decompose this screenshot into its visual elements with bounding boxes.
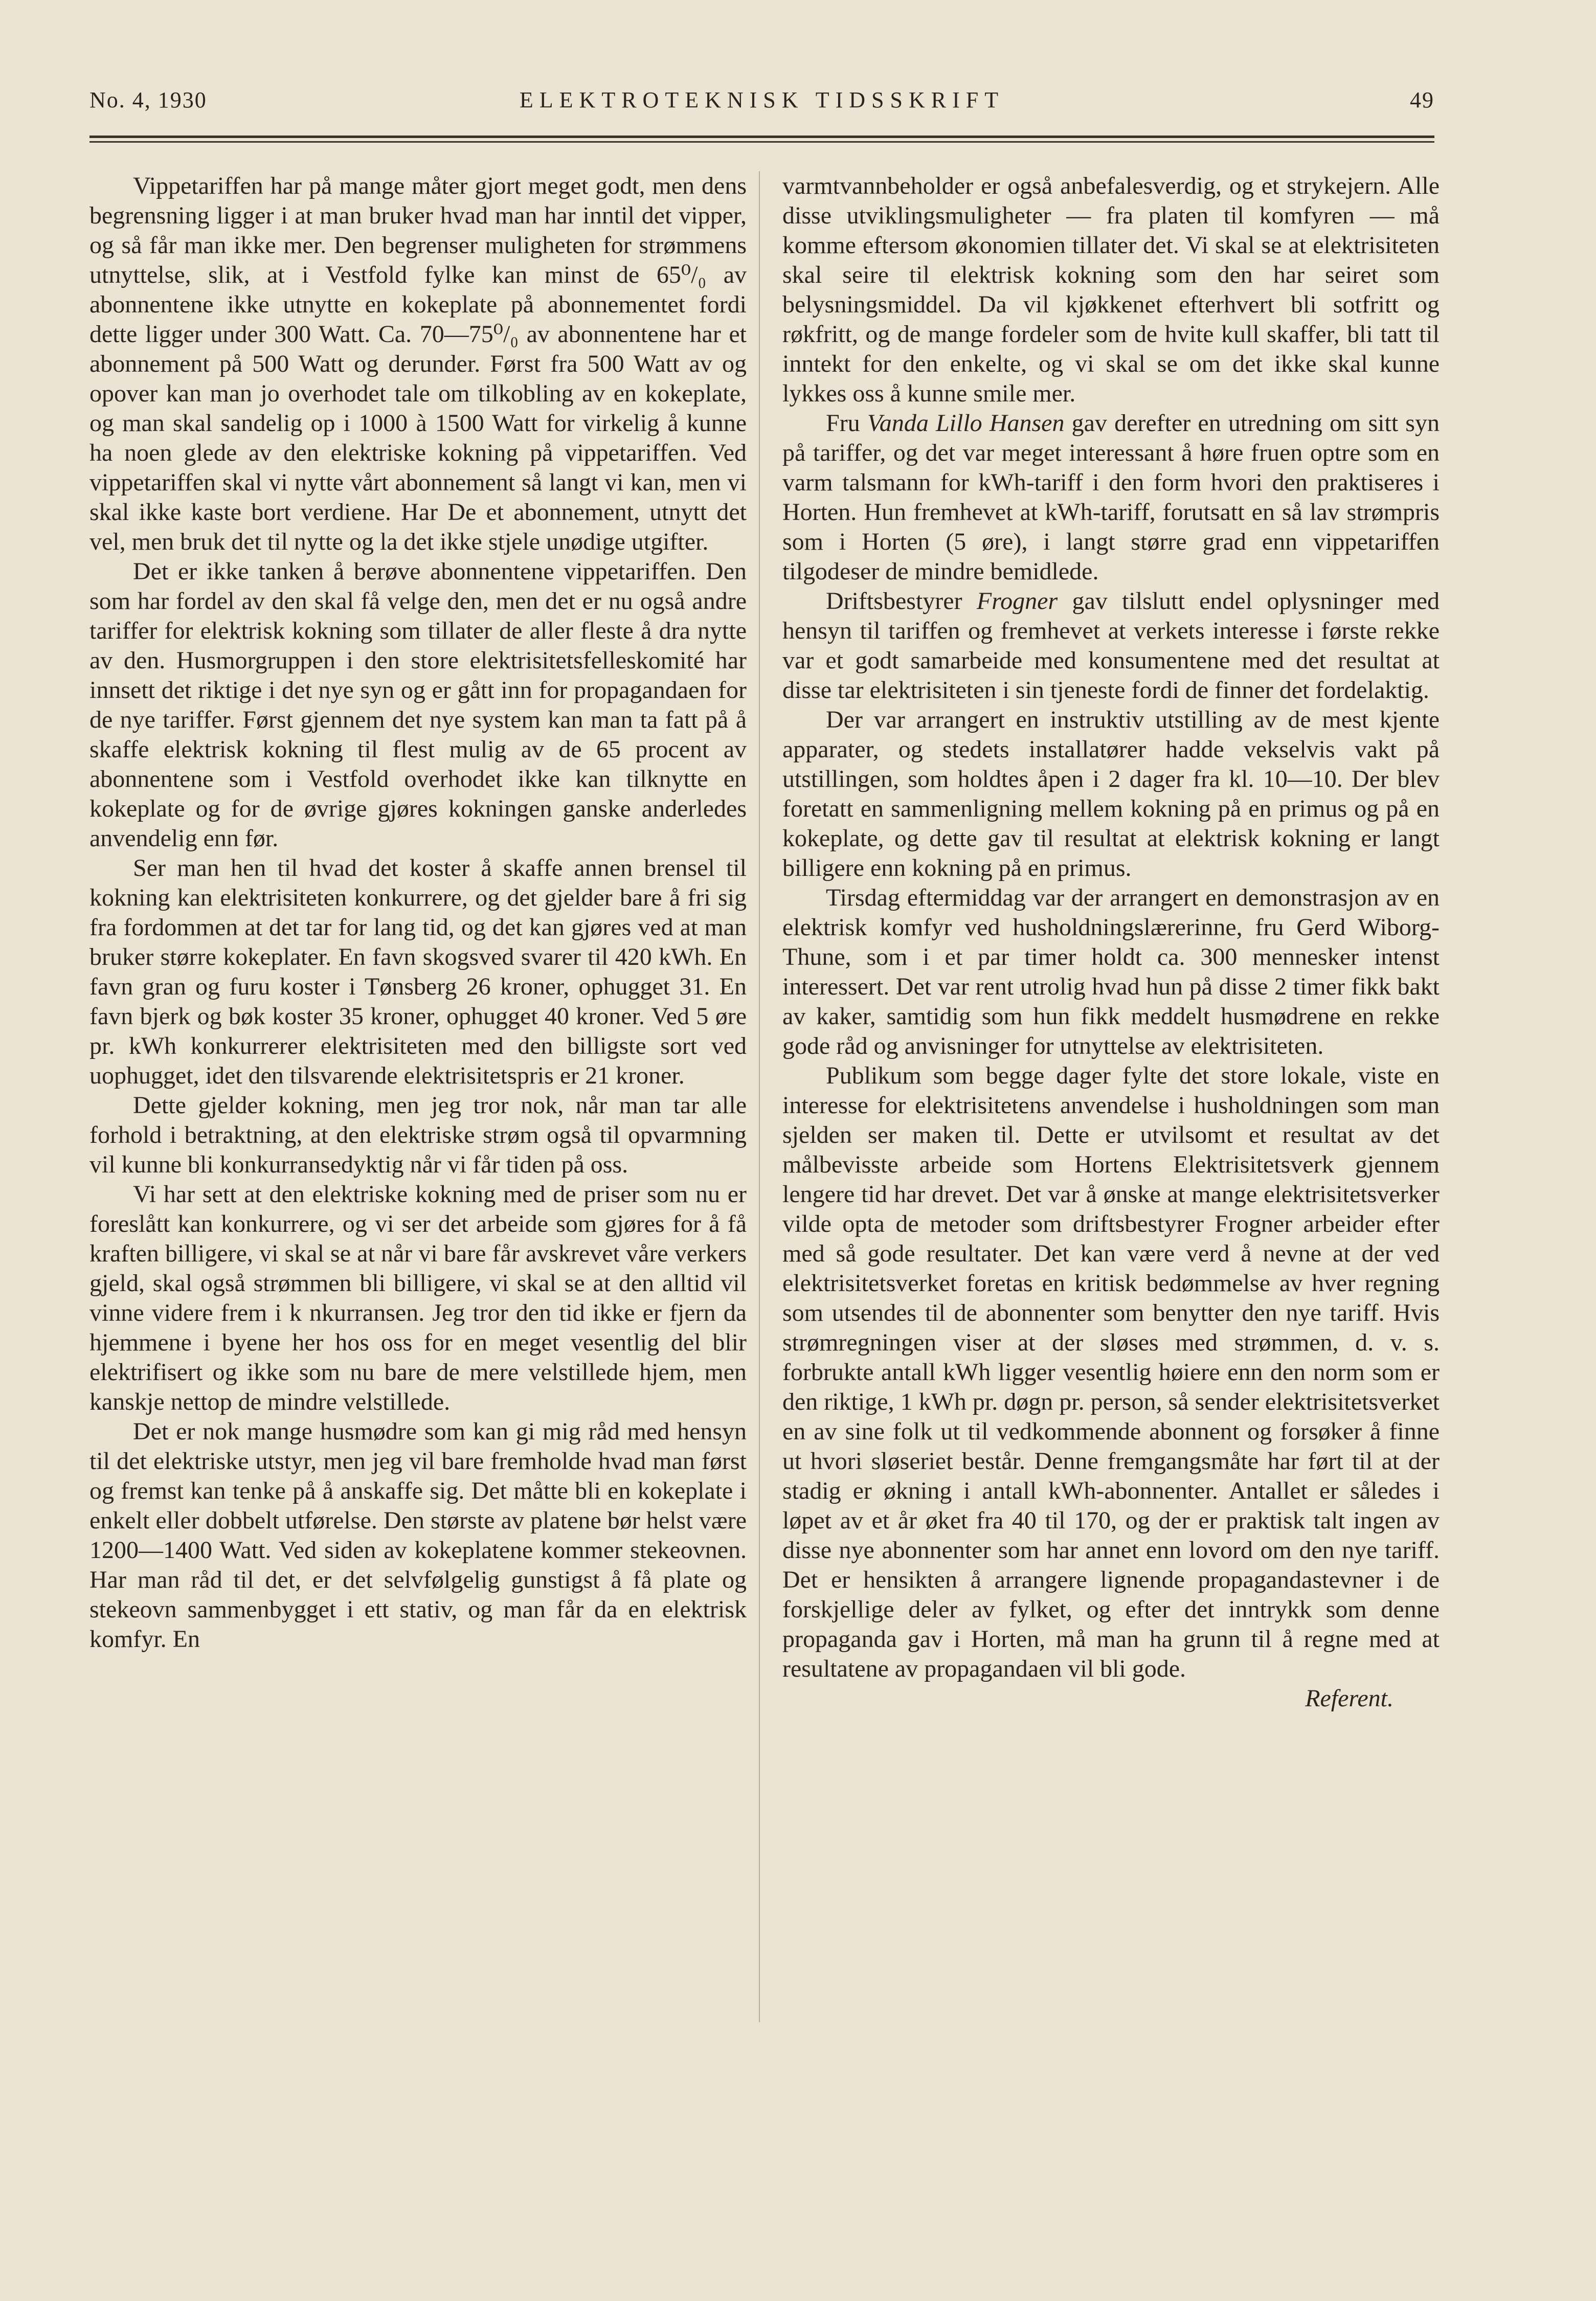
paragraph: Publikum som begge dager fylte det store lokale, viste en interesse for elektrisitetens anvendelse i husholdningen som man sjelden ser maken til. Dette er utvilsomt et resultat av det målbevisste arbeide som Hortens Elektrisitetsverk gjennem lengere tid har drevet. Det var å ønske at mange elektrisitetsverker vilde opta de metoder som driftsbestyrer Frogner arbeider efter med så gode resultater. Det kan være verd å nevne at der ved elektrisitetsverket foretas en kritisk bedømmelse av hver regning som utsendes til de abonnenter som benytter den nye tariff. Hvis strømregningen viser at der sløses med strømmen, d. v. s. forbrukte antall kWh ligger vesentlig høiere enn den norm som er den riktige, 1 kWh pr. døgn pr. person, så sender elektrisitetsverket en av sine folk ut til vedkommende abonnent og forsøker å finne ut hvori sløseriet består. Denne fremgangsmåte har ført til at der stadig er økning i antall kWh-abonnenter. Antallet er således i løpet av et år øket fra 40 til 170, og der er praktisk talt ingen av disse nye abonnenter som har annet enn lovord om den nye tariff. Det er hensikten å arrangere lignende propagandastevner i de forskjellige deler av fylket, og efter det inntrykk som denne propaganda gav i Horten, må man ha grunn til å regne med at resultatene av propagandaen vil bli gode. <box>782 1062 1440 1682</box>
paragraph <box>782 409 1440 586</box>
paragraph: Det er nok mange husmødre som kan gi mig råd med hensyn til det elektriske utstyr, men jeg vil bare fremholde hvad man først og fremst kan tenke på å anskaffe sig. Det måtte bli en kokeplate i enkelt eller dobbelt utførelse. Den største av platene bør helst være 1200—1400 Watt. Ved siden av kokeplatene kommer stekeovnen. Har man råd til det, er det selvfølgelig gunstigst å få plate og stekeovn sammenbygget i ett stativ, og man får da en elektrisk komfyr. En <box>89 1418 747 1653</box>
paragraph <box>782 586 1440 705</box>
right-column <box>782 171 1440 2073</box>
paragraph: Tirsdag eftermiddag var der arrangert en demonstrasjon av en elektrisk komfyr ved husholdningslærerinne, fru Gerd Wiborg-Thune, som i et par timer holdt ca. 300 mennesker intenst interessert. Det var rent utrolig hvad hun på disse 2 timer fikk bakt av kaker, samtidig som hun fikk meddelt husmødrene en rekke gode råd og anvisninger for utnyttelse av elektrisiteten. <box>782 884 1440 1059</box>
paragraph-text: Driftsbestyrer <box>826 588 977 615</box>
paragraph: Det er ikke tanken å berøve abonnentene vippetariffen. Den som har fordel av den skal få velge den, men det er nu også andre tariffer for elektrisk kokning som tillater de aller fleste å dra nytte av den. Husmorgruppen i den store elektrisitetsfelleskomité har innsett det riktige i det nye syn og er gått inn for propagandaen for de nye tariffer. Først gjennem det nye system kan man ta fatt på å skaffe elektrisk kokning til flest mulig av de 65 procent av abonnentene som i Vestfold overhodet ikke kan tilknytte en kokeplate og for de øvrige gjøres kokningen ganske anderledes anvendelig enn før. <box>89 558 747 852</box>
page-header <box>89 87 1434 123</box>
paragraph: Ser man hen til hvad det koster å skaffe annen brensel til kokning kan elektrisiteten konkurrere, og det gjelder bare å fri sig fra fordommen at det tar for lang tid, og det kan gjøres ved at man bruker større kokeplater. En favn skogsved svarer til 420 kWh. En favn gran og furu koster i Tønsberg 26 kroner, ophugget 31. En favn bjerk og bøk koster 35 kroner, ophugget 40 kroner. Ved 5 øre pr. kWh konkurrerer elektrisiteten med den billigste sort ved uophugget, idet den tilsvarende elektrisitetspris er 21 kroner. <box>89 854 747 1089</box>
paragraph: Dette gjelder kokning, men jeg tror nok, når man tar alle forhold i betraktning, at den elektriske strøm også til opvarmning vil kunne bli konkurransedyktig når vi får tiden på oss. <box>89 1092 747 1178</box>
paragraph: Vi har sett at den elektriske kokning med de priser som nu er foreslått kan konkurrere, og vi ser det arbeide som gjøres for å få kraften billigere, vi skal se at når vi bare får avskrevet våre verkers gjeld, skal også strømmen bli billigere, vi skal se at den alltid vil vinne videre frem i k nkurransen. Jeg tror den tid ikke er fjern da hjemmene i byene her hos oss for en meget vesentlig del blir elektrifisert og ikke som nu bare de mere velstillede hjem, men kanskje nettop de mindre velstillede. <box>89 1181 747 1415</box>
journal-title: ELEKTROTEKNISK TIDSSKRIFT <box>519 87 1005 112</box>
page-number: 49 <box>1410 87 1434 112</box>
left-column <box>89 171 747 2073</box>
header-rule-thin <box>89 141 1434 143</box>
person-name: Frogner <box>976 588 1058 615</box>
paragraph-text: gav derefter en utredning om sitt syn på tariffer, og det var meget interessant å høre fruen optre som en varm talsmann for kWh-tariff i den form hvori den praktiseres i Horten. Hun fremhevet at kWh-tariff, forutsatt en så lav strømpris som i Horten (5 øre), i langt større grad enn vippetariffen tilgodeser de mindre bemidlede. <box>782 410 1440 585</box>
column-divider <box>759 171 760 2022</box>
paragraph: Der var arrangert en instruktiv utstilling av de mest kjente apparater, og stedets installatører hadde vekselvis vakt på utstillingen, som holdtes åpen i 2 dager fra kl. 10—10. Der blev foretatt en sammenligning mellem kokning på en primus og på en kokeplate, og dette gav til resultat at elektrisk kokning er langt billigere enn kokning på en primus. <box>782 706 1440 882</box>
paragraph: varmtvannbeholder er også anbefalesverdig, og et strykejern. Alle disse utviklingsmuligheter — fra platen til komfyren — må komme eftersom økonomien tillater det. Vi skal se at elektrisiteten skal seire til elektrisk kokning som den har seiret som belysningsmiddel. Da vil kjøkkenet efterhvert bli sotfritt og røkfritt, og de mange fordeler som de hvite kull skaffer, bli tatt til inntekt for den enkelte, og vi skal se om det ikke skal kunne lykkes oss å kunne smile mer. <box>782 172 1440 407</box>
paragraph: Vippetariffen har på mange måter gjort meget godt, men dens begrensning ligger i at man bruker hvad man har inntil det vipper, og så får man ikke mer. Den begrenser muligheten for strømmens utnyttelse, slik, at i Vestfold fylke kan minst de 65⁰/₀ av abonnentene ikke utnytte en kokeplate på abonnementet fordi dette ligger under 300 Watt. Ca. 70—75⁰/₀ av abonnentene har et abonnement på 500 Watt og derunder. Først fra 500 Watt av og opover kan man jo overhodet tale om tilkobling av en kokeplate, og man skal sandelig op i 1000 à 1500 Watt for virkelig å kunne ha noen glede av den elektriske kokning på vippetariffen. Ved vippetariffen skal vi nytte vårt abonnement så langt vi kan, men vi skal ikke kaste bort verdiene. Har De et abonnement, utnytt det vel, men bruk det til nytte og la det ikke stjele unødige utgifter. <box>89 172 747 555</box>
issue-number: No. 4, 1930 <box>89 87 207 112</box>
paragraph-text: Fru <box>826 410 867 437</box>
paragraph-text: gav tilslutt endel oplysninger med hensyn til tariffen og fremhevet at verkets interesse i første rekke var et godt samarbeide med konsumentene med det resultat at disse tar elektrisiteten i sin tjeneste fordi de finner det fordelaktig. <box>782 588 1440 704</box>
header-rule <box>89 136 1434 138</box>
signature: Referent. <box>1305 1685 1393 1712</box>
person-name: Vanda Lillo Hansen <box>867 410 1065 437</box>
